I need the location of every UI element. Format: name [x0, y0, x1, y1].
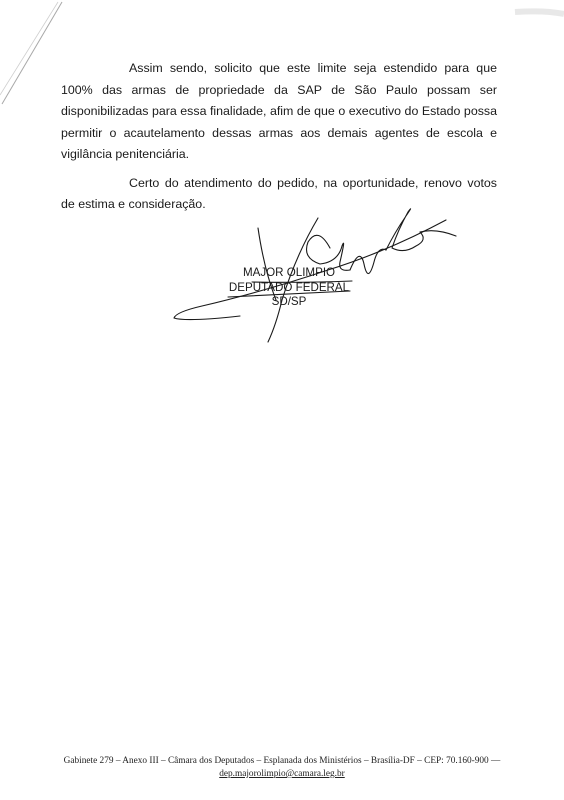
signer-title: DEPUTADO FEDERAL [228, 280, 350, 294]
signature-block [225, 266, 353, 310]
paragraph-request: Assim sendo, solicito que este limite seja estendido para que 100% das armas de propriedade da SAP de São Paulo possam ser disponibilizadas para essa finalidade, afim de que o executivo do Estado possa permitir o acautelamento dessas armas aos demais agentes de escola e vigilância penitenciária. [61, 61, 497, 161]
signer-party-state: SD/SP [271, 295, 307, 308]
footer-address: Gabinete 279 – Anexo III – Câmara dos Deputados – Esplanada dos Ministérios – Brasília-DF – CEP: 70.160-900 — [63, 756, 501, 766]
footer-email-link[interactable]: dep.majorolimpio@camara.leg.br [219, 769, 345, 779]
page-footer [0, 755, 564, 781]
letter-body [61, 58, 497, 216]
paragraph-closing: Certo do atendimento do pedido, na oportunidade, renovo votos de estima e consideração. [61, 175, 497, 211]
signer-name: MAJOR OLIMPIO [242, 266, 336, 279]
